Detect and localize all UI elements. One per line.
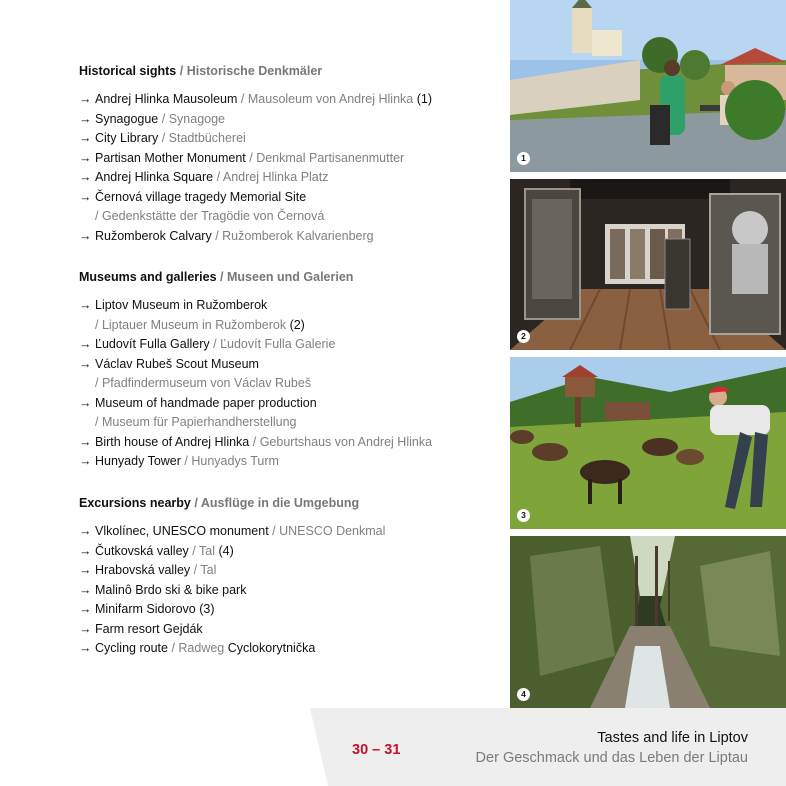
photo-number-badge: 3: [517, 509, 530, 522]
section-title: Museums and galleries / Museen und Galerien: [79, 270, 354, 284]
list-item: → Václav Rubeš Scout Museum / Pfadfindermuseum von Václav Rubeš: [79, 356, 312, 390]
arrow-right-icon: →: [79, 337, 92, 351]
photo-number-badge: 4: [517, 688, 530, 701]
arrow-right-icon: →: [79, 602, 92, 616]
arrow-right-icon: →: [79, 641, 92, 655]
footer-titles: [476, 728, 748, 768]
list-item: → Liptov Museum in Ružomberok / Liptauer Museum in Ružomberok (2): [79, 298, 305, 332]
arrow-right-icon: →: [79, 228, 92, 243]
footer-title: Tastes and life in Liptov: [597, 730, 748, 746]
section-title: Excursions nearby / Ausflüge in die Umgebung: [79, 496, 360, 510]
arrow-right-icon: →: [79, 563, 92, 577]
list-item: → Vlkolínec, UNESCO monument / UNESCO Denkmal: [79, 522, 385, 542]
photo-number-badge: 1: [517, 152, 530, 165]
list-item: → Andrej Hlinka Mausoleum / Mausoleum von Andrej Hlinka (1): [79, 90, 432, 110]
arrow-right-icon: →: [79, 434, 92, 449]
photo-number-badge: 2: [517, 330, 530, 343]
list-item: → Farm resort Gejdák: [79, 620, 385, 640]
list-item: → Ružomberok Calvary / Ružomberok Kalvarienberg: [79, 227, 432, 247]
list-item: → Čutkovská valley / Tal (4): [79, 542, 385, 562]
list-item: → Partisan Mother Monument / Denkmal Partisanenmutter: [79, 149, 432, 169]
list-item: → Hunyady Tower / Hunyadys Turm: [79, 452, 432, 472]
list-item: → Hrabovská valley / Tal: [79, 561, 385, 581]
arrow-right-icon: →: [79, 395, 92, 410]
list-item: → Cycling route / Radweg Cyclokorytnička: [79, 639, 385, 659]
section-title: Historical sights / Historische Denkmäler: [79, 64, 323, 78]
list: [79, 90, 432, 246]
section-historical-sights: [79, 62, 432, 246]
arrow-right-icon: →: [79, 298, 92, 312]
arrow-right-icon: →: [79, 454, 92, 468]
arrow-right-icon: →: [79, 582, 92, 597]
footer-subtitle: Der Geschmack und das Leben der Liptau: [475, 750, 748, 766]
list-item: → Černová village tragedy Memorial Site / Gedenkstätte der Tragödie von Černová: [79, 189, 325, 223]
list-item: → Malinô Brdo ski & bike park: [79, 581, 385, 601]
arrow-right-icon: →: [79, 189, 92, 204]
list: [79, 522, 385, 659]
list-item: → Birth house of Andrej Hlinka / Geburtshaus von Andrej Hlinka: [79, 433, 432, 453]
arrow-right-icon: →: [79, 356, 92, 371]
arrow-right-icon: →: [79, 170, 92, 184]
section-excursions: [79, 494, 385, 659]
page-numbers: 30 – 31: [352, 742, 401, 758]
photo-town-cafe: [510, 0, 786, 172]
photo-valley-gorge: [510, 536, 786, 708]
list: [79, 296, 432, 472]
list-item: → Ľudovít Fulla Gallery / Ľudovít Fulla Galerie: [79, 335, 432, 355]
arrow-right-icon: →: [79, 150, 92, 165]
list-item: → Museum of handmade paper production / Museum für Papierhandherstellung: [79, 395, 317, 429]
photo-minifarm-goats: [510, 357, 786, 529]
list-item: → Minifarm Sidorovo (3): [79, 600, 385, 620]
section-museums-galleries: [79, 268, 432, 472]
photo-museum-interior: [510, 179, 786, 350]
arrow-right-icon: →: [79, 543, 92, 558]
arrow-right-icon: →: [79, 131, 92, 145]
list-item: → City Library / Stadtbücherei: [79, 129, 432, 149]
arrow-right-icon: →: [79, 524, 92, 538]
list-item: → Andrej Hlinka Square / Andrej Hlinka Platz: [79, 168, 432, 188]
arrow-right-icon: →: [79, 621, 92, 636]
arrow-right-icon: →: [79, 111, 92, 126]
arrow-right-icon: →: [79, 92, 92, 106]
list-item: → Synagogue / Synagoge: [79, 110, 432, 130]
